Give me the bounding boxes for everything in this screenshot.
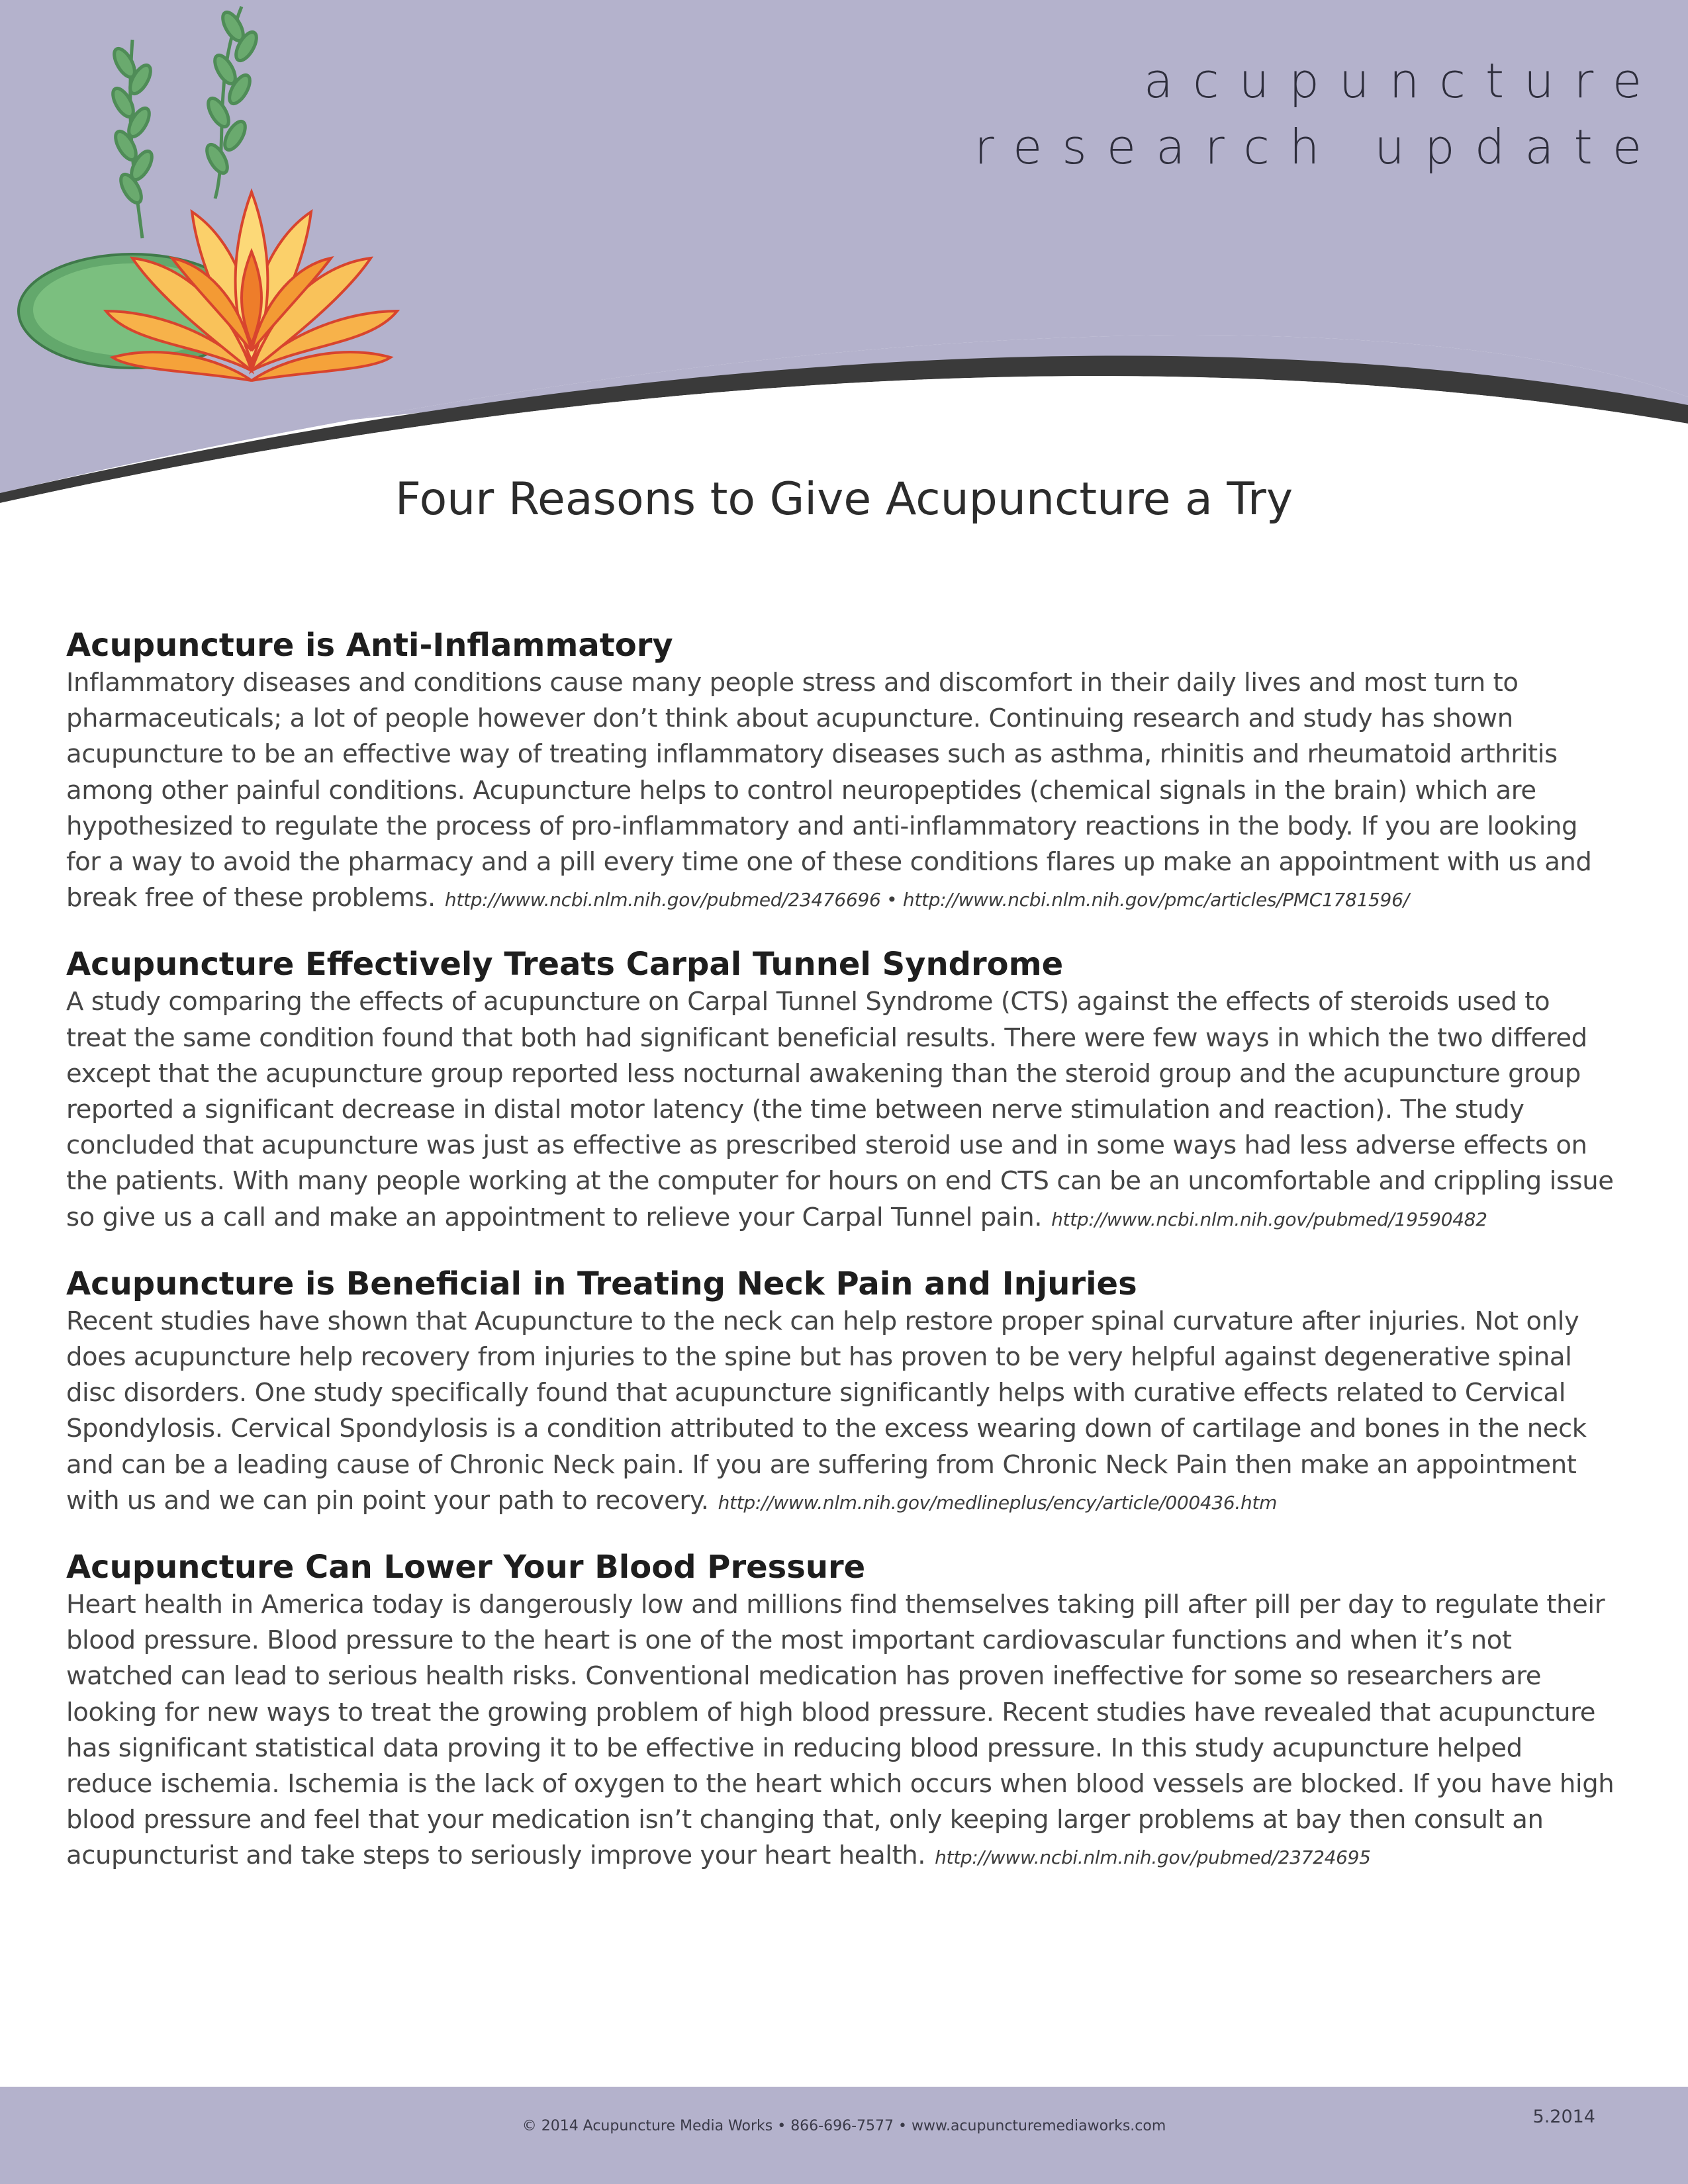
brand-line-1: acupuncture <box>1143 53 1662 109</box>
section-carpal-tunnel <box>66 944 1615 1237</box>
footer <box>0 2087 1688 2184</box>
section-body <box>66 1304 1615 1521</box>
section-heading: Acupuncture is Anti-Inflammatory <box>66 627 673 664</box>
source-link[interactable]: http://www.ncbi.nlm.nih.gov/pubmed/23476696 • http://www.ncbi.nlm.nih.gov/pmc/articles/PMC1781596/ <box>444 889 1409 911</box>
footer-date: 5.2014 <box>1532 2107 1595 2127</box>
article-content <box>66 625 1615 1903</box>
section-text: Heart health in America today is dangerously low and millions find themselves taking pill after pill per day to regulate their blood pressure. Blood pressure to the heart is one of the most important cardiovascular functions and when it’s not watched can lead to serious health risks. Conventional medication has proven ineffective for some so researchers are looking for new ways to treat the growing problem of high blood pressure. Recent studies have revealed that acupuncture has significant statistical data proving it to be effective in reducing blood pressure. In this study acupuncture helped reduce ischemia. Ischemia is the lack of oxygen to the heart which occurs when blood vessels are blocked. If you have high blood pressure and feel that your medication isn’t changing that, only keeping larger problems at bay then consult an acupuncturist and take steps to seriously improve your heart health. <box>66 1590 1615 1871</box>
page-title: Four Reasons to Give Acupuncture a Try <box>395 473 1293 525</box>
section-heading: Acupuncture is Beneficial in Treating Neck Pain and Injuries <box>66 1265 1137 1302</box>
source-link[interactable]: http://www.nlm.nih.gov/medlineplus/ency/article/000436.htm <box>718 1491 1278 1514</box>
section-body <box>66 665 1615 918</box>
brand-line-2: research update <box>974 119 1662 175</box>
section-text: Inflammatory diseases and conditions cause many people stress and discomfort in their daily lives and most turn to pharmaceuticals; a lot of people however don’t think about acupuncture. Continuing research and study has shown acupuncture to be an effective way of treating inflammatory diseases such as asthma, rhinitis and rheumatoid arthritis among other painful conditions. Acupuncture helps to control neuropeptides (chemical signals in the brain) which are hypothesized to regulate the process of pro-inflammatory and anti-inflammatory reactions in the body. If you are looking for a way to avoid the pharmacy and a pill every time one of these conditions flares up make an appointment with us and break free of these problems. <box>66 668 1592 913</box>
section-body <box>66 1587 1615 1876</box>
section-anti-inflammatory <box>66 625 1615 918</box>
footer-contact: © 2014 Acupuncture Media Works • 866-696-7577 • www.acupuncturemediaworks.com <box>522 2118 1166 2134</box>
brand-title <box>974 48 1662 180</box>
section-text: Recent studies have shown that Acupuncture to the neck can help restore proper spinal curvature after injuries. Not only does acupuncture help recovery from injuries to the spine but has proven to be very helpful against degenerative spinal disc disorders. One study specifically found that acupuncture significantly helps with curative effects related to Cervical Spondylosis. Cervical Spondylosis is a condition attributed to the excess wearing down of cartilage and bones in the neck and can be a leading cause of Chronic Neck pain. If you are suffering from Chronic Neck Pain then make an appointment with us and we can pin point your path to recovery. <box>66 1306 1587 1516</box>
section-text: A study comparing the effects of acupuncture on Carpal Tunnel Syndrome (CTS) against the effects of steroids used to treat the same condition found that both had significant beneficial results. There were few ways in which the two differed except that the acupuncture group reported less nocturnal awakening than the steroid group and the acupuncture group reported a significant decrease in distal motor latency (the time between nerve stimulation and reaction). The study concluded that acupuncture was just as effective as prescribed steroid use and in some ways had less adverse effects on the patients. With many people working at the computer for hours on end CTS can be an uncomfortable and crippling issue so give us a call and make an appointment to relieve your Carpal Tunnel pain. <box>66 987 1614 1232</box>
source-link[interactable]: http://www.ncbi.nlm.nih.gov/pubmed/23724695 <box>935 1846 1371 1869</box>
section-heading: Acupuncture Effectively Treats Carpal Tunnel Syndrome <box>66 946 1064 983</box>
section-body <box>66 984 1615 1237</box>
section-blood-pressure <box>66 1547 1615 1876</box>
source-link[interactable]: http://www.ncbi.nlm.nih.gov/pubmed/19590482 <box>1051 1208 1487 1230</box>
section-neck-pain <box>66 1264 1615 1521</box>
section-heading: Acupuncture Can Lower Your Blood Pressure <box>66 1549 866 1586</box>
